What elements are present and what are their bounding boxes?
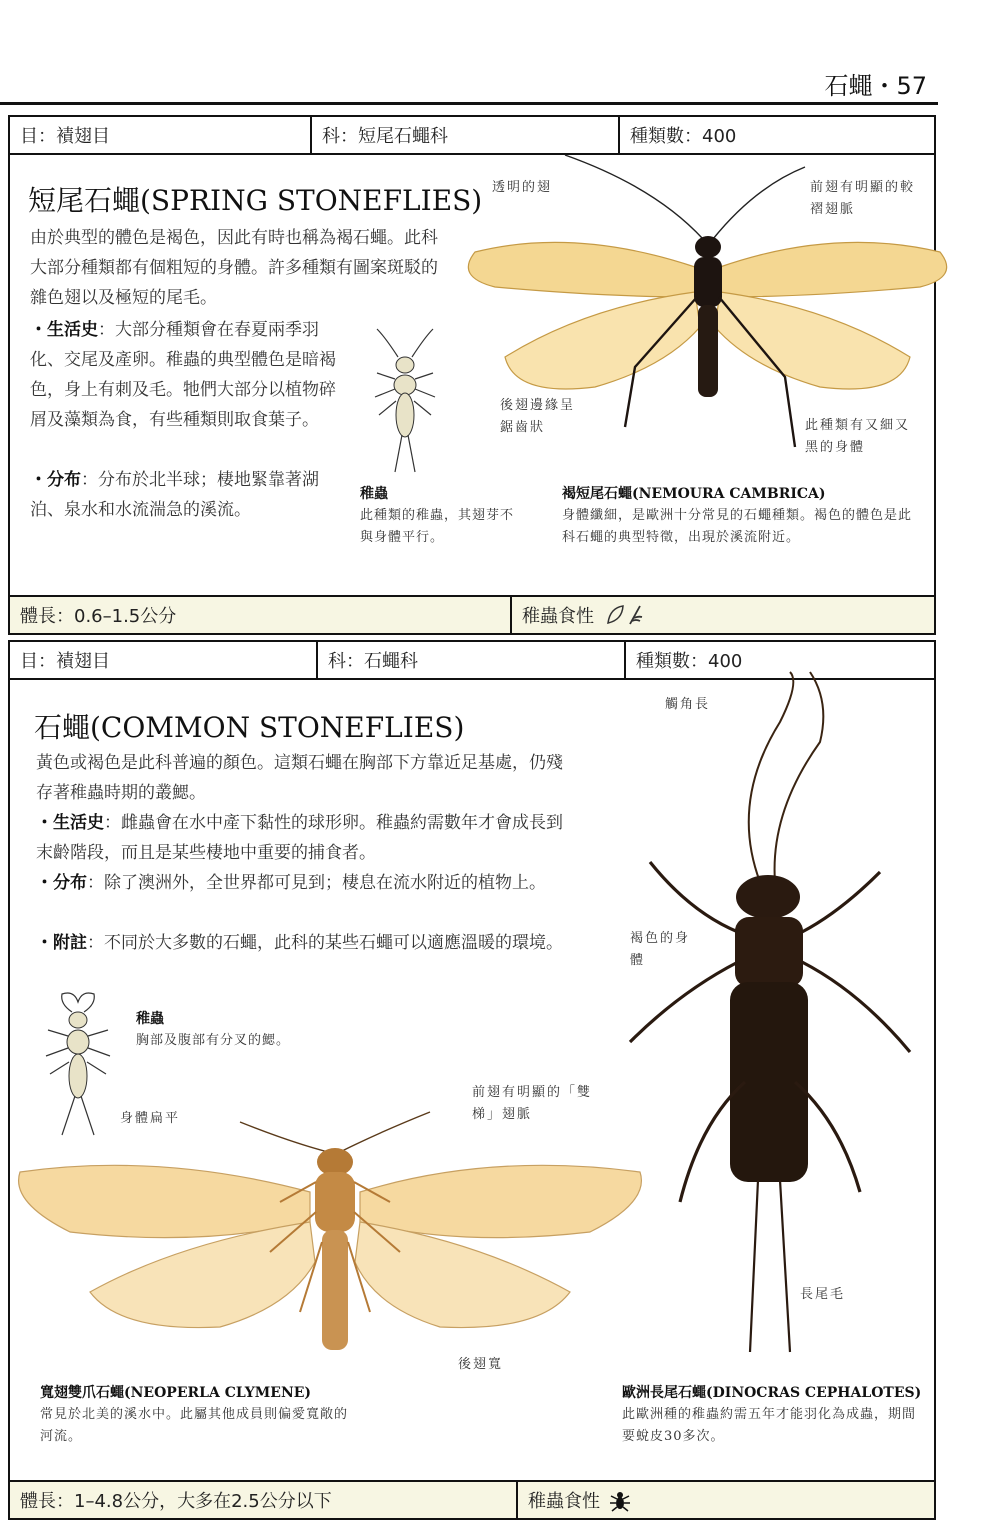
species-description-dinocras: 此歐洲種的稚蟲約需五年才能羽化為成蟲，期間要蛻皮30多次。 bbox=[622, 1407, 917, 1444]
order-cell: 目：襀翅目 bbox=[10, 642, 318, 678]
species-count-cell: 種類數：400 bbox=[630, 126, 737, 147]
dinocras-cephalotes-illustration bbox=[610, 662, 930, 1362]
species-caption-neoperla bbox=[40, 1382, 360, 1448]
distribution-label: ・分布 bbox=[36, 873, 87, 893]
nymph-caption-text: 此種類的稚蟲，其翅芽不與身體平行。 bbox=[360, 508, 515, 545]
neoperla-clymene-illustration bbox=[10, 1082, 650, 1382]
callout-long-tail: 長尾毛 bbox=[800, 1287, 846, 1302]
callout-brown-body: 褐色的身體 bbox=[630, 931, 691, 968]
distribution-paragraph bbox=[36, 868, 566, 898]
family-title: 短尾石蠅(SPRING STONEFLIES) bbox=[28, 184, 483, 217]
life-history-paragraph bbox=[30, 315, 342, 435]
callout-forewing-double-ladder: 前翅有明顯的「雙梯」翅脈 bbox=[472, 1085, 593, 1122]
family-cell: 科：短尾石蠅科 bbox=[312, 117, 620, 153]
note-label: ・附註 bbox=[36, 933, 87, 953]
life-history-label: ・生活史 bbox=[30, 320, 98, 340]
note-text: ：不同於大多數的石蠅，此科的某些石蠅可以適應溫暖的環境。 bbox=[87, 933, 563, 953]
distribution-text: ：除了澳洲外，全世界都可見到；棲息在流水附近的植物上。 bbox=[87, 873, 546, 893]
callout-long-antenna: 觸角長 bbox=[665, 697, 711, 712]
nymph-caption-text: 胸部及腹部有分叉的鰓。 bbox=[136, 1033, 291, 1048]
intro-text: 黃色或褐色是此科普遍的顏色。這類石蠅在胸部下方靠近足基處，仍殘存著稚蟲時期的叢鰓。 bbox=[36, 753, 563, 803]
callout-hindwing-edge: 後翅邊緣呈鋸齒狀 bbox=[500, 398, 576, 435]
leaf-icon bbox=[604, 604, 648, 626]
life-history-paragraph bbox=[36, 808, 566, 868]
nymph-caption-title: 稚蟲 bbox=[360, 486, 388, 502]
nymph-caption-title: 稚蟲 bbox=[136, 1011, 164, 1027]
intro-text: 由於典型的體色是褐色，因此有時也稱為褐石蠅。此科大部分種類都有個粗短的身體。許多種類有圖案斑駁的雜色翅以及極短的尾毛。 bbox=[30, 228, 438, 308]
callout-forewing-veins: 前翅有明顯的較褶翅脈 bbox=[810, 180, 916, 217]
life-history-text: ：大部分種類會在春夏兩季羽化、交尾及產卵。稚蟲的典型體色是暗褐色，身上有刺及毛。牠們大部分以植物碎屑及藻類為食，有些種類則取食葉子。 bbox=[30, 320, 336, 430]
body-length: 體長：0.6–1.5公分 bbox=[10, 597, 512, 633]
nymph-illustration bbox=[365, 327, 445, 477]
species-description-neoperla: 常見於北美的溪水中。此屬其他成員則偏愛寬敞的河流。 bbox=[40, 1407, 349, 1444]
family-cell: 科：石蠅科 bbox=[318, 642, 626, 678]
distribution-text: ：分布於北半球；棲地緊靠著湖泊、泉水和水流湍急的溪流。 bbox=[30, 470, 319, 520]
spring-stoneflies-panel bbox=[8, 115, 936, 635]
species-caption bbox=[562, 483, 912, 549]
order-cell: 目：襀翅目 bbox=[10, 117, 312, 153]
page-header-title: 石蠅・57 bbox=[824, 72, 927, 100]
header-rule bbox=[0, 102, 938, 105]
life-history-label: ・生活史 bbox=[36, 813, 104, 833]
species-count-cell: 種類數：400 bbox=[636, 651, 743, 672]
species-name: 褐短尾石蠅(NEMOURA CAMBRICA) bbox=[562, 486, 826, 502]
callout-broad-hindwing: 後翅寬 bbox=[458, 1357, 504, 1372]
body-length: 體長：1–4.8公分，大多在2.5公分以下 bbox=[10, 1482, 518, 1518]
nymph-caption bbox=[360, 483, 520, 549]
nymph-caption bbox=[136, 1008, 376, 1052]
species-name-neoperla: 寬翅雙爪石蠅(NEOPERLA CLYMENE) bbox=[40, 1385, 312, 1401]
nymph-diet bbox=[512, 597, 934, 633]
note-paragraph bbox=[36, 928, 566, 958]
distribution-paragraph bbox=[30, 465, 320, 525]
family-title: 石蠅(COMMON STONEFLIES) bbox=[34, 711, 465, 744]
species-name-dinocras: 歐洲長尾石蠅(DINOCRAS CEPHALOTES) bbox=[622, 1385, 922, 1401]
distribution-label: ・分布 bbox=[30, 470, 81, 490]
life-history-text: ：雌蟲會在水中產下黏性的球形卵。稚蟲約需數年才會成長到末齡階段，而且是某些棲地中重要的捕食者。 bbox=[36, 813, 563, 863]
nymph-diet bbox=[518, 1482, 934, 1518]
panel-footer bbox=[10, 595, 934, 633]
species-description: 身體纖細，是歐洲十分常見的石蠅種類。褐色的體色是此科石蠅的典型特徵，出現於溪流附近。 bbox=[562, 508, 913, 545]
callout-slim-body: 此種類有又細又黑的身體 bbox=[805, 418, 911, 455]
panel-footer bbox=[10, 1480, 934, 1518]
insect-icon bbox=[608, 1488, 632, 1512]
callout-transparent-wing: 透明的翅 bbox=[492, 180, 553, 195]
nymph-diet-label: 稚蟲食性 bbox=[528, 1491, 600, 1512]
common-stoneflies-panel bbox=[8, 640, 936, 1520]
callout-flat-body: 身體扁平 bbox=[120, 1111, 181, 1126]
nymph-diet-label: 稚蟲食性 bbox=[522, 606, 594, 627]
species-caption-dinocras bbox=[622, 1382, 922, 1448]
